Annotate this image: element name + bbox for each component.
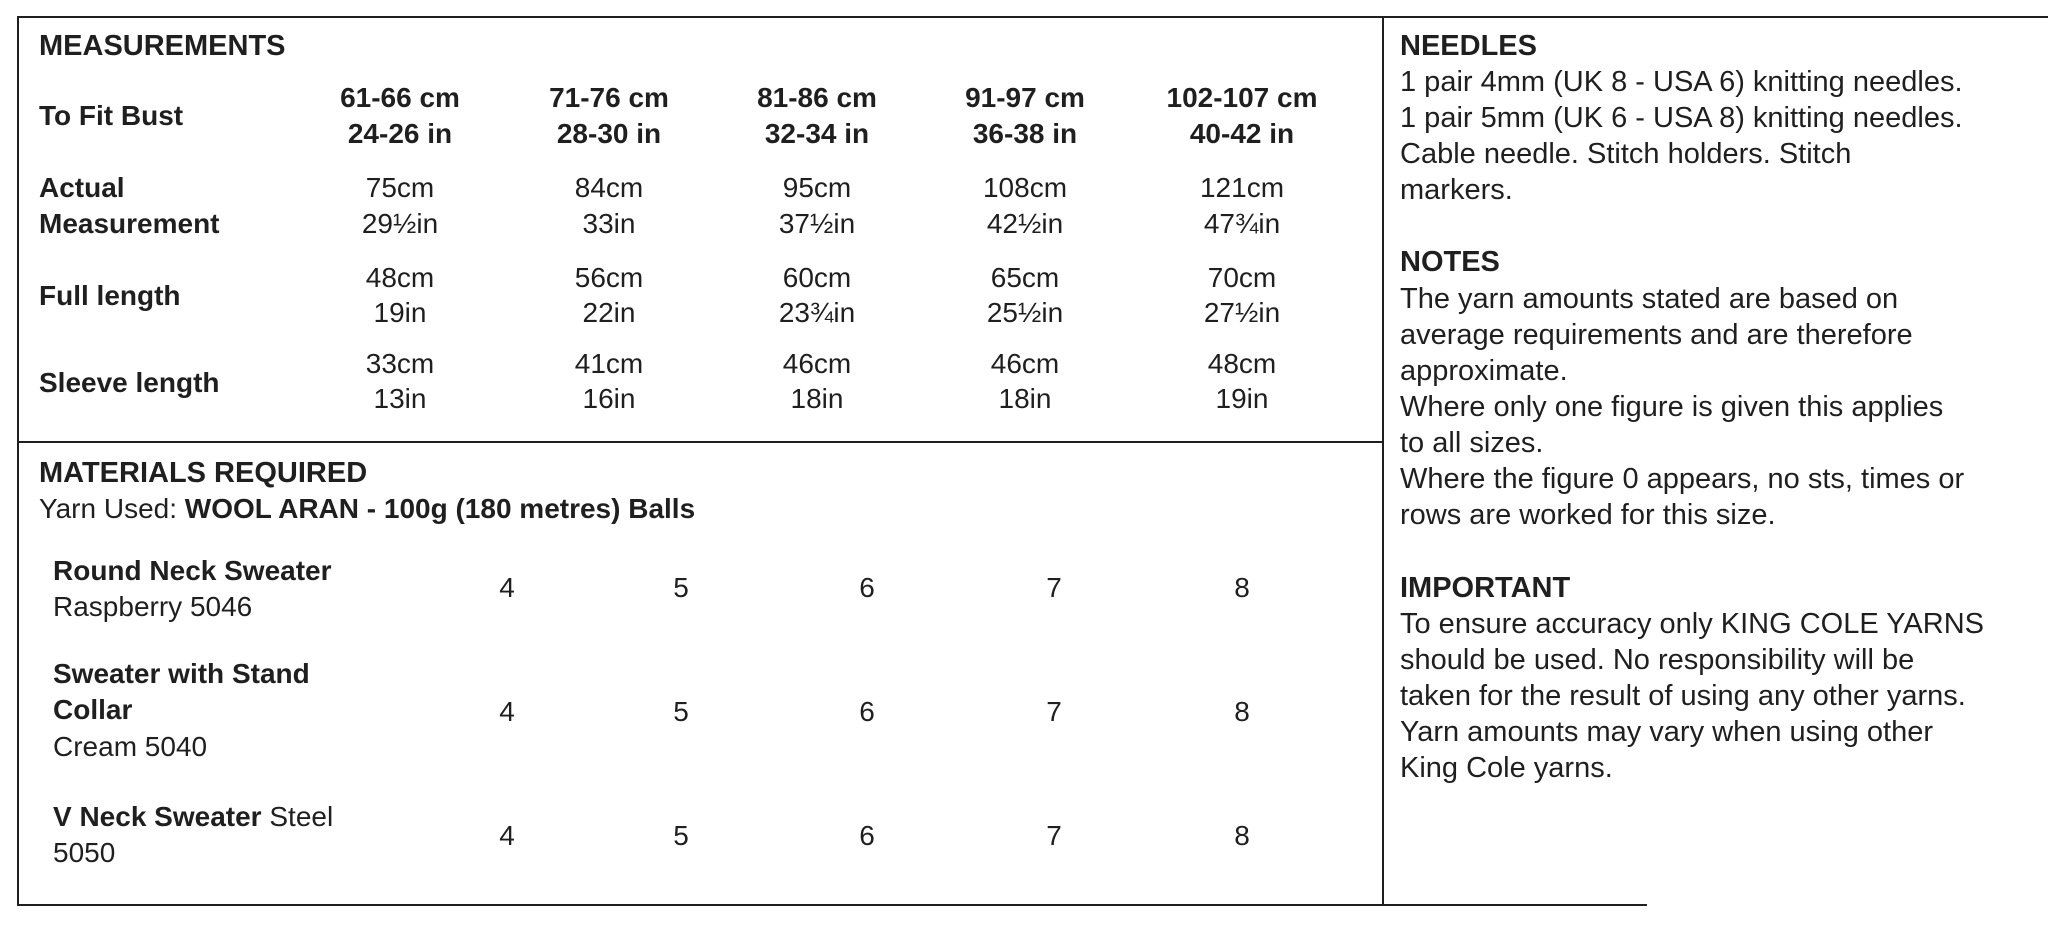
notes-line-1: The yarn amounts stated are based on bbox=[1400, 283, 1899, 315]
important-line-3: taken for the result of using any other yarns. bbox=[1400, 680, 1966, 712]
important-line-1: To ensure accuracy only KING COLE YARNS bbox=[1400, 608, 1984, 640]
frame-left bbox=[17, 16, 19, 906]
sleeve-length-size-1-in: 13in bbox=[373, 383, 427, 414]
item-name-stand-collar-2: Collar bbox=[53, 694, 133, 725]
bust-size-2-in: 28-30 in bbox=[556, 118, 662, 149]
item-name-stand-collar-1: Sweater with Stand bbox=[53, 658, 310, 689]
important-line-5: King Cole yarns. bbox=[1400, 752, 1613, 784]
full-length-size-4-cm: 65cm bbox=[990, 262, 1060, 293]
item-colour-v-neck: 5050 bbox=[53, 837, 116, 868]
notes-heading: NOTES bbox=[1400, 246, 1500, 278]
round-neck-size-5: 8 bbox=[1234, 572, 1250, 603]
bust-size-4-in: 36-38 in bbox=[972, 118, 1078, 149]
full-length-size-4-in: 25½in bbox=[986, 297, 1064, 328]
v-neck-size-1: 4 bbox=[499, 820, 515, 851]
needles-line-4: markers. bbox=[1400, 174, 1513, 206]
actual-size-4-in: 42½in bbox=[986, 208, 1064, 239]
actual-size-4-cm: 108cm bbox=[982, 172, 1068, 203]
important-line-4: Yarn amounts may vary when using other bbox=[1400, 716, 1934, 748]
sleeve-length-size-4-cm: 46cm bbox=[990, 348, 1060, 379]
bust-size-5-in: 40-42 in bbox=[1189, 118, 1295, 149]
bust-size-1-in: 24-26 in bbox=[347, 118, 453, 149]
round-neck-size-1: 4 bbox=[499, 572, 515, 603]
item-name-v-neck-line bbox=[53, 799, 333, 835]
round-neck-size-3: 6 bbox=[859, 572, 875, 603]
notes-line-4: Where only one figure is given this applies bbox=[1400, 391, 1944, 423]
needles-line-2: 1 pair 5mm (UK 6 - USA 8) knitting needles. bbox=[1400, 102, 1963, 134]
actual-size-1-in: 29½in bbox=[361, 208, 439, 239]
v-neck-size-3: 6 bbox=[859, 820, 875, 851]
yarn-name: WOOL ARAN - 100g (180 metres) Balls bbox=[184, 493, 696, 524]
sleeve-length-size-2-in: 16in bbox=[582, 383, 636, 414]
bust-size-2-cm: 71-76 cm bbox=[549, 82, 669, 113]
sleeve-length-size-3-cm: 46cm bbox=[782, 348, 852, 379]
important-heading: IMPORTANT bbox=[1400, 572, 1571, 604]
sleeve-length-size-1-cm: 33cm bbox=[365, 348, 435, 379]
full-length-size-1-in: 19in bbox=[373, 297, 427, 328]
item-name-round-neck: Round Neck Sweater bbox=[53, 555, 332, 586]
v-neck-size-5: 8 bbox=[1234, 820, 1250, 851]
frame-divider-vertical bbox=[1382, 16, 1384, 906]
stand-collar-size-2: 5 bbox=[673, 696, 689, 727]
frame-divider-horizontal bbox=[17, 441, 1383, 443]
measurements-heading: MEASUREMENTS bbox=[39, 30, 286, 62]
bust-size-3-in: 32-34 in bbox=[764, 118, 870, 149]
needles-line-1: 1 pair 4mm (UK 8 - USA 6) knitting needles. bbox=[1400, 66, 1963, 98]
item-colour-stand-collar: Cream 5040 bbox=[53, 731, 208, 762]
full-length-size-5-cm: 70cm bbox=[1207, 262, 1277, 293]
actual-size-2-in: 33in bbox=[582, 208, 636, 239]
yarn-used-line bbox=[39, 491, 695, 527]
full-length-size-3-in: 23¾in bbox=[778, 297, 856, 328]
row-label-full-length: Full length bbox=[39, 280, 181, 311]
notes-line-6: Where the figure 0 appears, no sts, times or bbox=[1400, 463, 1965, 495]
full-length-size-3-cm: 60cm bbox=[782, 262, 852, 293]
item-name-v-neck: V Neck Sweater bbox=[53, 801, 262, 832]
full-length-size-1-cm: 48cm bbox=[365, 262, 435, 293]
frame-top bbox=[17, 16, 2048, 18]
sleeve-length-size-5-in: 19in bbox=[1215, 383, 1269, 414]
notes-line-5: to all sizes. bbox=[1400, 427, 1544, 459]
row-label-to-fit-bust: To Fit Bust bbox=[39, 100, 184, 131]
sleeve-length-size-5-cm: 48cm bbox=[1207, 348, 1277, 379]
sleeve-length-size-2-cm: 41cm bbox=[574, 348, 644, 379]
stand-collar-size-4: 7 bbox=[1046, 696, 1062, 727]
actual-size-2-cm: 84cm bbox=[574, 172, 644, 203]
sleeve-length-size-3-in: 18in bbox=[790, 383, 844, 414]
needles-line-3: Cable needle. Stitch holders. Stitch bbox=[1400, 138, 1852, 170]
sleeve-length-size-4-in: 18in bbox=[998, 383, 1052, 414]
item-colour-round-neck: Raspberry 5046 bbox=[53, 591, 253, 622]
bust-size-5-cm: 102-107 cm bbox=[1166, 82, 1318, 113]
materials-heading: MATERIALS REQUIRED bbox=[39, 457, 368, 489]
round-neck-size-4: 7 bbox=[1046, 572, 1062, 603]
row-label-measurement: Measurement bbox=[39, 208, 220, 239]
needles-heading: NEEDLES bbox=[1400, 30, 1537, 62]
round-neck-size-2: 5 bbox=[673, 572, 689, 603]
yarn-used-prefix: Yarn Used: bbox=[39, 493, 185, 524]
stand-collar-size-3: 6 bbox=[859, 696, 875, 727]
actual-size-1-cm: 75cm bbox=[365, 172, 435, 203]
v-neck-size-2: 5 bbox=[673, 820, 689, 851]
full-length-size-5-in: 27½in bbox=[1203, 297, 1281, 328]
actual-size-3-cm: 95cm bbox=[782, 172, 852, 203]
bust-size-3-cm: 81-86 cm bbox=[757, 82, 877, 113]
bust-size-1-cm: 61-66 cm bbox=[340, 82, 460, 113]
actual-size-5-cm: 121cm bbox=[1199, 172, 1285, 203]
notes-line-7: rows are worked for this size. bbox=[1400, 499, 1776, 531]
notes-line-3: approximate. bbox=[1400, 355, 1568, 387]
item-colour-v-neck-inline: Steel bbox=[261, 801, 334, 832]
frame-bottom bbox=[17, 904, 1647, 906]
notes-line-2: average requirements and are therefore bbox=[1400, 319, 1913, 351]
v-neck-size-4: 7 bbox=[1046, 820, 1062, 851]
row-label-actual: Actual bbox=[39, 172, 125, 203]
stand-collar-size-1: 4 bbox=[499, 696, 515, 727]
bust-size-4-cm: 91-97 cm bbox=[965, 82, 1085, 113]
actual-size-3-in: 37½in bbox=[778, 208, 856, 239]
actual-size-5-in: 47¾in bbox=[1203, 208, 1281, 239]
important-line-2: should be used. No responsibility will be bbox=[1400, 644, 1915, 676]
stand-collar-size-5: 8 bbox=[1234, 696, 1250, 727]
row-label-sleeve-length: Sleeve length bbox=[39, 367, 220, 398]
full-length-size-2-cm: 56cm bbox=[574, 262, 644, 293]
full-length-size-2-in: 22in bbox=[582, 297, 636, 328]
